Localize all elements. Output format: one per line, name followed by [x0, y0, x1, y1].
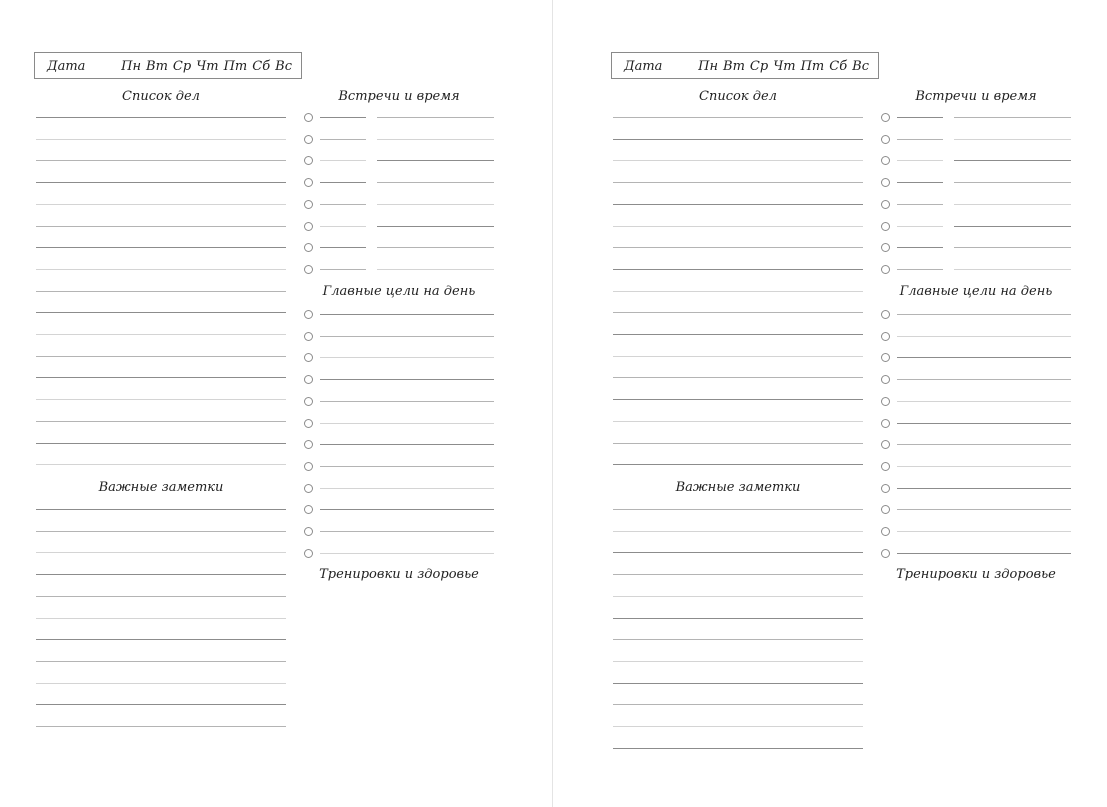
notes-line[interactable]: [613, 639, 863, 640]
meeting-checkbox[interactable]: [304, 178, 313, 187]
goal-checkbox[interactable]: [881, 353, 890, 362]
todo-line[interactable]: [613, 204, 863, 205]
meeting-detail-line[interactable]: [377, 247, 494, 248]
notes-line[interactable]: [613, 596, 863, 597]
goal-checkbox[interactable]: [304, 527, 313, 536]
goal-checkbox[interactable]: [304, 310, 313, 319]
meeting-detail-line[interactable]: [954, 269, 1071, 270]
goal-line[interactable]: [897, 357, 1071, 358]
todo-line[interactable]: [613, 117, 863, 118]
weekday-fri[interactable]: Пт: [800, 59, 825, 74]
weekday-wed[interactable]: Ср: [172, 59, 192, 74]
todo-line[interactable]: [613, 226, 863, 227]
goals-heading: Главные цели на день: [899, 284, 1053, 299]
todo-line[interactable]: [36, 291, 286, 292]
goal-line[interactable]: [897, 379, 1071, 380]
meeting-detail-line[interactable]: [954, 139, 1071, 140]
meeting-checkbox[interactable]: [881, 156, 890, 165]
weekday-tue[interactable]: Вт: [146, 59, 168, 74]
weekday-wed[interactable]: Ср: [749, 59, 769, 74]
goal-line[interactable]: [320, 423, 494, 424]
meeting-detail-line[interactable]: [377, 139, 494, 140]
todo-line[interactable]: [613, 443, 863, 444]
todo-line[interactable]: [613, 291, 863, 292]
meeting-time-line[interactable]: [897, 247, 943, 248]
weekday-selector: [121, 59, 292, 74]
meeting-checkbox[interactable]: [881, 222, 890, 231]
todo-line[interactable]: [36, 160, 286, 161]
notes-line[interactable]: [36, 531, 286, 532]
goal-checkbox[interactable]: [881, 375, 890, 384]
meeting-time-line[interactable]: [897, 204, 943, 205]
meeting-checkbox[interactable]: [304, 113, 313, 122]
goal-checkbox[interactable]: [304, 462, 313, 471]
goal-checkbox[interactable]: [304, 419, 313, 428]
todo-line[interactable]: [36, 204, 286, 205]
meeting-detail-line[interactable]: [377, 226, 494, 227]
goal-line[interactable]: [320, 444, 494, 445]
notes-line[interactable]: [36, 726, 286, 727]
meeting-checkbox[interactable]: [881, 200, 890, 209]
notes-line[interactable]: [613, 574, 863, 575]
meeting-time-line[interactable]: [897, 139, 943, 140]
notes-line[interactable]: [36, 552, 286, 553]
goal-line[interactable]: [897, 314, 1071, 315]
todo-line[interactable]: [613, 160, 863, 161]
health-heading: Тренировки и здоровье: [319, 567, 479, 582]
goal-checkbox[interactable]: [881, 505, 890, 514]
notes-line[interactable]: [36, 639, 286, 640]
todo-line[interactable]: [36, 334, 286, 335]
meeting-detail-line[interactable]: [377, 117, 494, 118]
weekday-sun[interactable]: Вс: [852, 59, 869, 74]
meeting-detail-line[interactable]: [954, 247, 1071, 248]
meeting-checkbox[interactable]: [881, 243, 890, 252]
meeting-checkbox[interactable]: [881, 265, 890, 274]
todo-heading: Список дел: [699, 89, 777, 104]
date-field[interactable]: [611, 52, 879, 79]
goal-line[interactable]: [897, 444, 1071, 445]
todo-line[interactable]: [613, 356, 863, 357]
weekday-sat[interactable]: Сб: [252, 59, 271, 74]
meeting-time-line[interactable]: [897, 269, 943, 270]
goal-line[interactable]: [320, 401, 494, 402]
goal-checkbox[interactable]: [304, 375, 313, 384]
goal-line[interactable]: [320, 336, 494, 337]
goal-checkbox[interactable]: [881, 549, 890, 558]
todo-line[interactable]: [36, 399, 286, 400]
goal-checkbox[interactable]: [881, 332, 890, 341]
weekday-mon[interactable]: Пн: [698, 59, 719, 74]
meeting-time-line[interactable]: [320, 247, 366, 248]
todo-line[interactable]: [36, 377, 286, 378]
meeting-time-line[interactable]: [897, 117, 943, 118]
meeting-checkbox[interactable]: [881, 135, 890, 144]
meeting-detail-line[interactable]: [954, 226, 1071, 227]
goal-checkbox[interactable]: [304, 549, 313, 558]
todo-line[interactable]: [36, 443, 286, 444]
goal-checkbox[interactable]: [881, 419, 890, 428]
notes-line[interactable]: [613, 552, 863, 553]
notes-heading: Важные заметки: [675, 480, 801, 495]
goal-line[interactable]: [320, 488, 494, 489]
goal-checkbox[interactable]: [881, 440, 890, 449]
meeting-detail-line[interactable]: [954, 117, 1071, 118]
weekday-thu[interactable]: Чт: [196, 59, 219, 74]
notes-line[interactable]: [613, 618, 863, 619]
meeting-time-line[interactable]: [320, 226, 366, 227]
meeting-detail-line[interactable]: [377, 160, 494, 161]
meeting-time-line[interactable]: [897, 182, 943, 183]
goal-checkbox[interactable]: [304, 332, 313, 341]
todo-line[interactable]: [36, 421, 286, 422]
notes-line[interactable]: [36, 596, 286, 597]
todo-line[interactable]: [613, 312, 863, 313]
todo-line[interactable]: [36, 226, 286, 227]
notes-line[interactable]: [613, 748, 863, 749]
meeting-detail-line[interactable]: [954, 182, 1071, 183]
goal-line[interactable]: [320, 314, 494, 315]
notes-line[interactable]: [613, 683, 863, 684]
weekday-mon[interactable]: Пн: [121, 59, 142, 74]
todo-line[interactable]: [36, 312, 286, 313]
weekday-sat[interactable]: Сб: [829, 59, 848, 74]
meeting-checkbox[interactable]: [304, 200, 313, 209]
meetings-heading: Встречи и время: [338, 89, 460, 104]
planner-page-right: [577, 0, 1107, 807]
goal-checkbox[interactable]: [304, 505, 313, 514]
meeting-checkbox[interactable]: [881, 113, 890, 122]
todo-line[interactable]: [613, 464, 863, 465]
goal-line[interactable]: [320, 531, 494, 532]
meeting-detail-line[interactable]: [954, 204, 1071, 205]
todo-line[interactable]: [36, 117, 286, 118]
weekday-fri[interactable]: Пт: [223, 59, 248, 74]
todo-line[interactable]: [613, 269, 863, 270]
goal-checkbox[interactable]: [881, 397, 890, 406]
meeting-checkbox[interactable]: [304, 135, 313, 144]
todo-line[interactable]: [613, 334, 863, 335]
goal-line[interactable]: [897, 531, 1071, 532]
notes-line[interactable]: [36, 574, 286, 575]
goal-line[interactable]: [320, 379, 494, 380]
weekday-sun[interactable]: Вс: [275, 59, 292, 74]
goal-line[interactable]: [320, 357, 494, 358]
goal-checkbox[interactable]: [881, 310, 890, 319]
meeting-checkbox[interactable]: [304, 265, 313, 274]
notes-line[interactable]: [36, 704, 286, 705]
todo-line[interactable]: [613, 399, 863, 400]
goal-line[interactable]: [897, 553, 1071, 554]
todo-line[interactable]: [36, 269, 286, 270]
meeting-checkbox[interactable]: [304, 222, 313, 231]
meeting-time-line[interactable]: [320, 139, 366, 140]
goal-line[interactable]: [897, 466, 1071, 467]
meeting-time-line[interactable]: [320, 117, 366, 118]
goal-checkbox[interactable]: [881, 527, 890, 536]
todo-line[interactable]: [613, 247, 863, 248]
meeting-checkbox[interactable]: [881, 178, 890, 187]
notes-line[interactable]: [36, 683, 286, 684]
meeting-time-line[interactable]: [897, 160, 943, 161]
todo-line[interactable]: [36, 139, 286, 140]
meeting-checkbox[interactable]: [304, 243, 313, 252]
goal-line[interactable]: [897, 509, 1071, 510]
date-label: Дата: [624, 59, 663, 74]
notes-heading: Важные заметки: [98, 480, 224, 495]
notes-line[interactable]: [36, 661, 286, 662]
meeting-time-line[interactable]: [320, 160, 366, 161]
todo-line[interactable]: [613, 182, 863, 183]
goal-line[interactable]: [320, 553, 494, 554]
notes-line[interactable]: [36, 618, 286, 619]
goal-checkbox[interactable]: [304, 440, 313, 449]
notes-line[interactable]: [613, 531, 863, 532]
goal-line[interactable]: [320, 466, 494, 467]
goals-heading: Главные цели на день: [322, 284, 476, 299]
meeting-detail-line[interactable]: [954, 160, 1071, 161]
health-heading: Тренировки и здоровье: [896, 567, 1056, 582]
meeting-time-line[interactable]: [320, 269, 366, 270]
goal-line[interactable]: [897, 401, 1071, 402]
notes-line[interactable]: [613, 509, 863, 510]
notes-line[interactable]: [613, 661, 863, 662]
todo-heading: Список дел: [122, 89, 200, 104]
todo-line[interactable]: [613, 421, 863, 422]
goal-checkbox[interactable]: [304, 397, 313, 406]
todo-line[interactable]: [36, 182, 286, 183]
notes-line[interactable]: [613, 726, 863, 727]
meeting-time-line[interactable]: [897, 226, 943, 227]
todo-line[interactable]: [36, 464, 286, 465]
date-label: Дата: [47, 59, 86, 74]
goal-checkbox[interactable]: [881, 462, 890, 471]
meeting-time-line[interactable]: [320, 204, 366, 205]
date-field[interactable]: [34, 52, 302, 79]
weekday-selector: [698, 59, 869, 74]
meeting-detail-line[interactable]: [377, 269, 494, 270]
planner-page-left: [0, 0, 552, 807]
meeting-detail-line[interactable]: [377, 182, 494, 183]
goal-line[interactable]: [897, 423, 1071, 424]
meeting-detail-line[interactable]: [377, 204, 494, 205]
goal-line[interactable]: [320, 509, 494, 510]
meeting-checkbox[interactable]: [304, 156, 313, 165]
weekday-tue[interactable]: Вт: [723, 59, 745, 74]
notes-line[interactable]: [613, 704, 863, 705]
goal-checkbox[interactable]: [304, 353, 313, 362]
goal-checkbox[interactable]: [881, 484, 890, 493]
page-gutter: [552, 0, 553, 807]
todo-line[interactable]: [36, 356, 286, 357]
meetings-heading: Встречи и время: [915, 89, 1037, 104]
weekday-thu[interactable]: Чт: [773, 59, 796, 74]
goal-line[interactable]: [897, 336, 1071, 337]
goal-checkbox[interactable]: [304, 484, 313, 493]
todo-line[interactable]: [613, 377, 863, 378]
todo-line[interactable]: [613, 139, 863, 140]
todo-line[interactable]: [36, 247, 286, 248]
goal-line[interactable]: [897, 488, 1071, 489]
notes-line[interactable]: [36, 509, 286, 510]
meeting-time-line[interactable]: [320, 182, 366, 183]
